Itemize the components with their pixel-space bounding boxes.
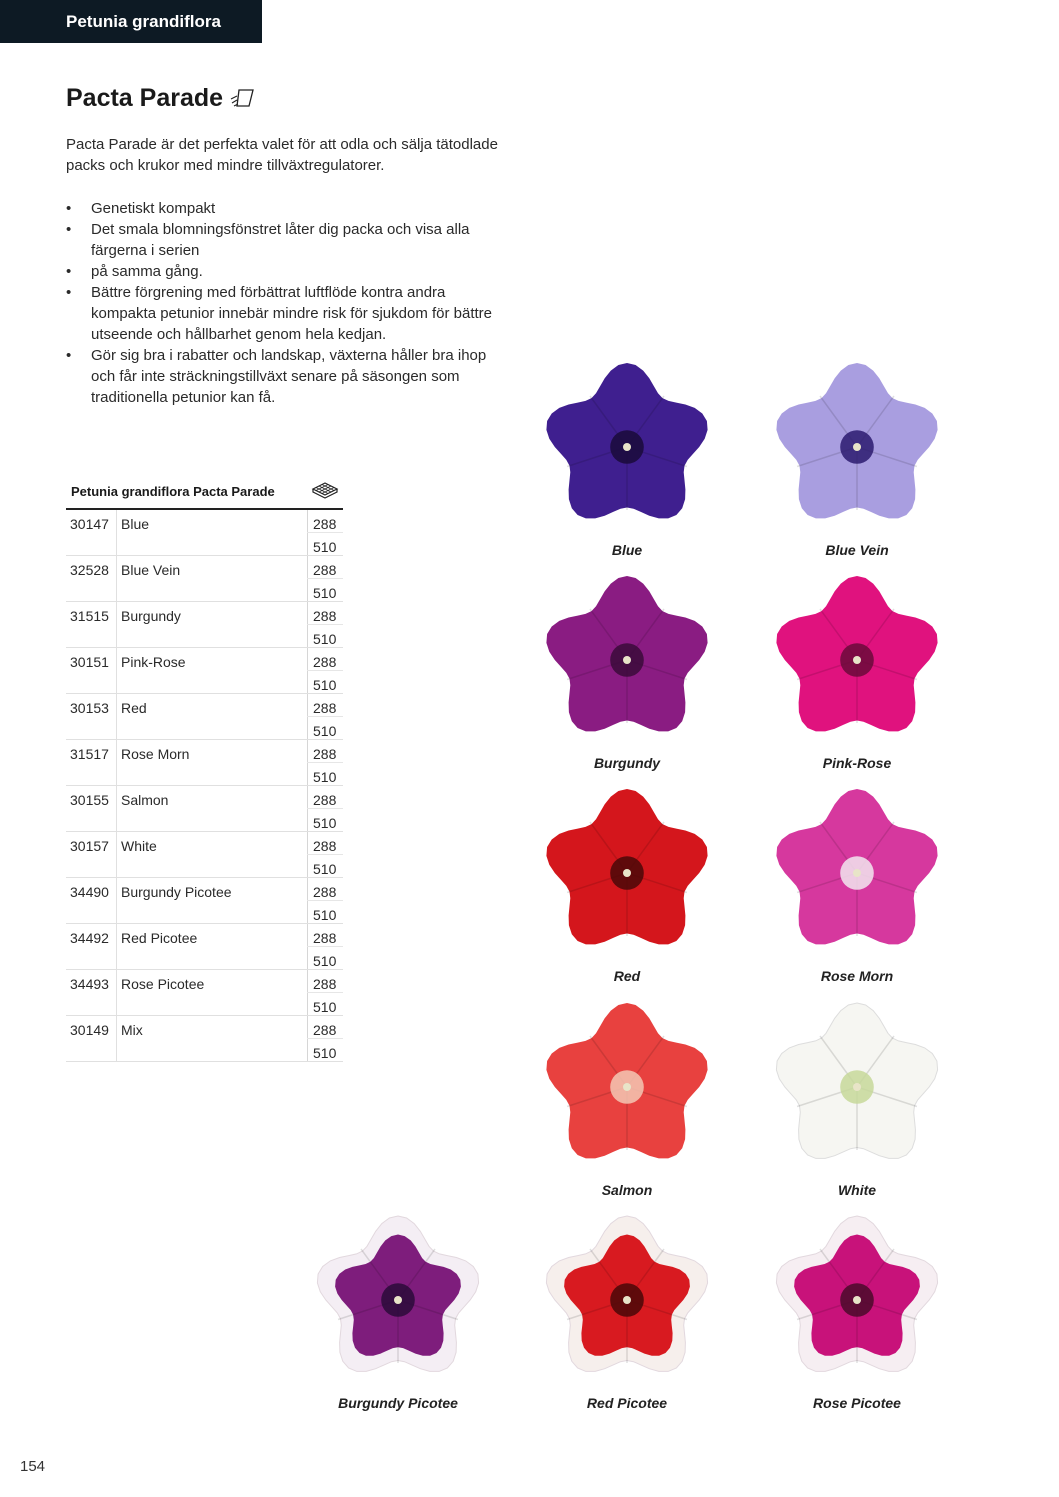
table-row	[66, 878, 343, 924]
seed-count: 510	[313, 585, 337, 601]
seed-count: 288	[313, 792, 337, 808]
flower-caption: White	[837, 1182, 877, 1198]
flower-caption: Rose Morn	[820, 968, 894, 984]
list-item: • Gör sig bra i rabatter och landskap, växterna håller bra ihop och får inte sträckningstillväxt senare på säsongen som traditionella petunior kan få.	[66, 345, 506, 408]
flower-caption: Salmon	[601, 1182, 653, 1198]
flower-caption: Blue Vein	[825, 542, 889, 558]
variety-code: 30147	[70, 516, 109, 532]
seed-count: 510	[313, 539, 337, 555]
seed-count: 288	[313, 562, 337, 578]
seed-tray-icon	[311, 479, 339, 501]
flower-image	[309, 1211, 487, 1389]
flower-image	[768, 998, 946, 1176]
seed-count: 288	[313, 976, 337, 992]
seed-count: 288	[313, 654, 337, 670]
list-item: • på samma gång.	[66, 261, 506, 282]
seed-count: 288	[313, 700, 337, 716]
table-row	[66, 602, 343, 648]
variety-name: Rose Picotee	[121, 976, 205, 992]
flower-caption: Pink-Rose	[822, 755, 892, 771]
section-header-bar	[0, 0, 262, 43]
table-title: Petunia grandiflora Pacta Parade	[71, 484, 275, 499]
variety-code: 34493	[70, 976, 109, 992]
variety-name: Salmon	[121, 792, 169, 808]
list-item: • Det smala blomningsfönstret låter dig packa och visa alla färgerna i serien	[66, 219, 506, 261]
page-title	[66, 84, 255, 116]
list-item: • Genetiskt kompakt	[66, 198, 506, 219]
variety-table	[66, 479, 343, 1062]
variety-name: Burgundy	[121, 608, 181, 624]
table-row	[66, 740, 343, 786]
list-item: • Bättre förgrening med förbättrat luftflöde kontra andra kompakta petunior innebär mindre risk för sjukdom för bättre utseende och hållbarhet genom hela kedjan.	[66, 282, 506, 345]
seed-count: 288	[313, 838, 337, 854]
table-row	[66, 786, 343, 832]
flower-caption: Burgundy	[593, 755, 661, 771]
pot-icon	[229, 87, 255, 116]
flower-caption: Red Picotee	[586, 1395, 668, 1411]
variety-name: Rose Morn	[121, 746, 190, 762]
flower-image	[768, 784, 946, 962]
seed-count: 288	[313, 930, 337, 946]
seed-count: 510	[313, 1045, 337, 1061]
variety-code: 31515	[70, 608, 109, 624]
variety-name: Mix	[121, 1022, 143, 1038]
variety-name: Red Picotee	[121, 930, 198, 946]
seed-count: 288	[313, 1022, 337, 1038]
page-title-text: Pacta Parade	[66, 84, 224, 112]
seed-count: 510	[313, 815, 337, 831]
intro-text: Pacta Parade är det perfekta valet för att odla och sälja tätodlade packs och krukor med mindre tillväxtregulatorer.	[66, 136, 498, 174]
flower-caption: Burgundy Picotee	[338, 1395, 458, 1411]
variety-code: 34492	[70, 930, 109, 946]
table-row	[66, 924, 343, 970]
seed-count: 510	[313, 999, 337, 1015]
table-header	[66, 479, 343, 510]
flower-caption: Rose Picotee	[813, 1395, 901, 1411]
seed-count: 288	[313, 516, 337, 532]
variety-code: 31517	[70, 746, 109, 762]
table-row	[66, 694, 343, 740]
seed-count: 288	[313, 608, 337, 624]
variety-code: 30157	[70, 838, 109, 854]
flower-image	[538, 1211, 716, 1389]
table-row	[66, 832, 343, 878]
flower-caption: Red	[613, 968, 641, 984]
seed-count: 288	[313, 884, 337, 900]
seed-count: 510	[313, 677, 337, 693]
flower-image	[768, 358, 946, 536]
table-row	[66, 510, 343, 556]
seed-count: 510	[313, 953, 337, 969]
flower-caption: Blue	[611, 542, 643, 558]
variety-code: 32528	[70, 562, 109, 578]
page-number: 154	[20, 1458, 46, 1475]
variety-code: 30151	[70, 654, 109, 670]
variety-name: Burgundy Picotee	[121, 884, 232, 900]
variety-name: Pink-Rose	[121, 654, 186, 670]
variety-name: Blue Vein	[121, 562, 181, 578]
flower-image	[768, 1211, 946, 1389]
section-title: Petunia grandiflora	[66, 12, 221, 31]
flower-image	[538, 358, 716, 536]
flower-image	[538, 998, 716, 1176]
flower-image	[538, 784, 716, 962]
variety-code: 30153	[70, 700, 109, 716]
seed-count: 510	[313, 861, 337, 877]
variety-name: Blue	[121, 516, 150, 532]
table-row	[66, 556, 343, 602]
flower-image	[538, 571, 716, 749]
seed-count: 288	[313, 746, 337, 762]
flower-image	[768, 571, 946, 749]
variety-code: 34490	[70, 884, 109, 900]
table-row	[66, 1016, 343, 1062]
variety-code: 30149	[70, 1022, 109, 1038]
table-row	[66, 970, 343, 1016]
seed-count: 510	[313, 631, 337, 647]
variety-name: White	[121, 838, 157, 854]
seed-count: 510	[313, 723, 337, 739]
seed-count: 510	[313, 907, 337, 923]
feature-list	[66, 198, 506, 408]
seed-count: 510	[313, 769, 337, 785]
variety-code: 30155	[70, 792, 109, 808]
variety-name: Red	[121, 700, 147, 716]
table-row	[66, 648, 343, 694]
